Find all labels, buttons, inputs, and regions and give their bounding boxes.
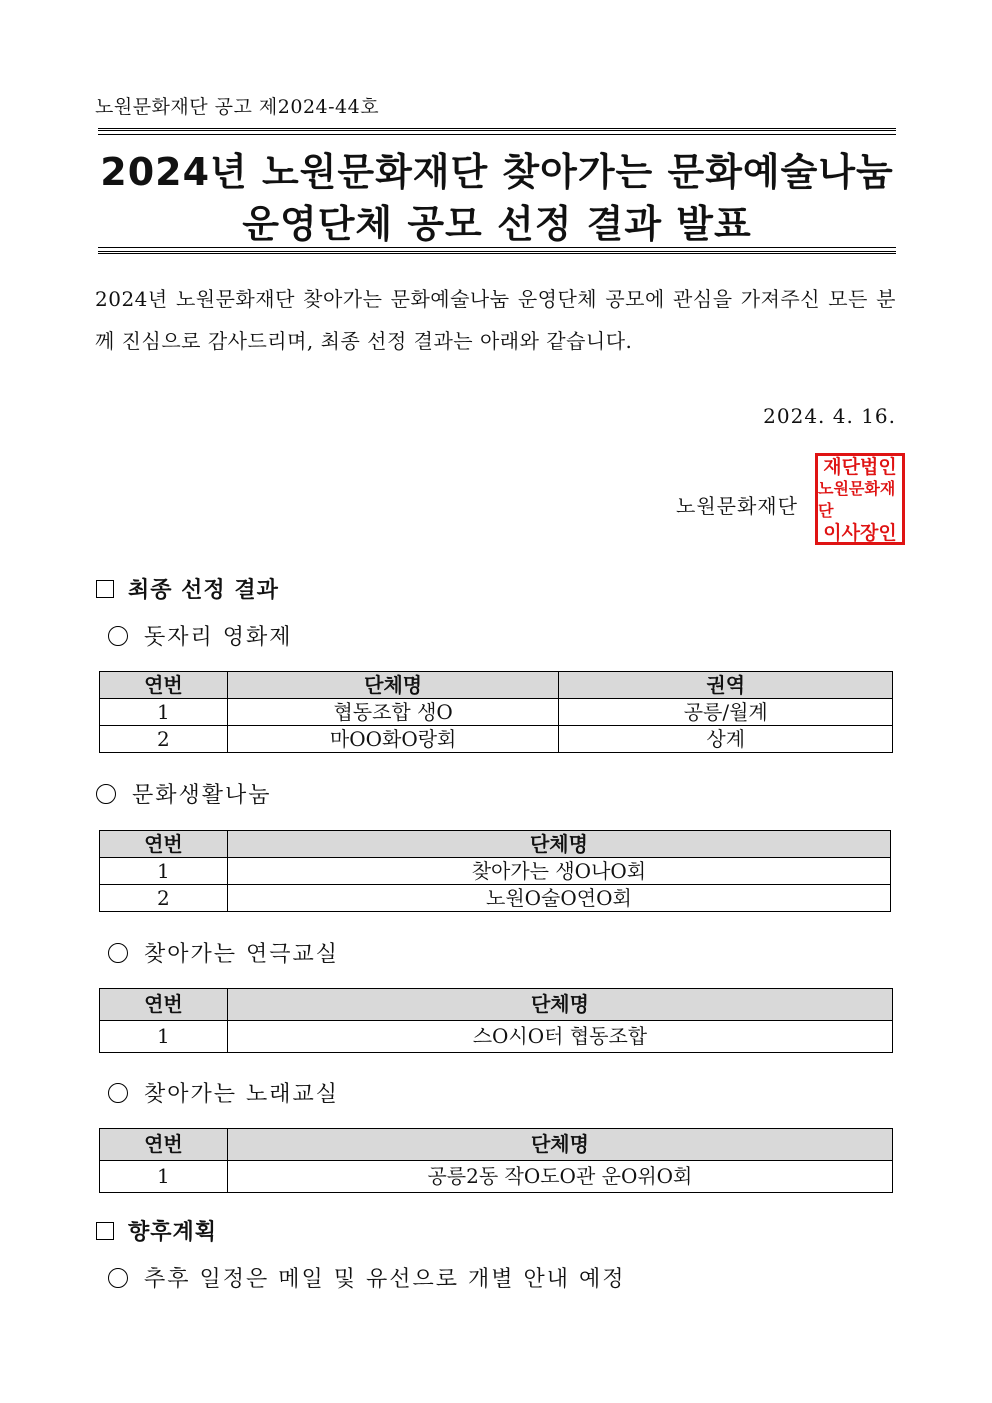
seal-line3: 이사장인 — [823, 522, 897, 544]
results-table-3 — [99, 988, 893, 1053]
header-cell: 연번 — [100, 989, 228, 1021]
table-header-row — [100, 989, 893, 1021]
table-row — [100, 699, 893, 726]
plan-item-text: 추후 일정은 메일 및 유선으로 개별 안내 예정 — [144, 1267, 626, 1292]
intro-paragraph: 2024년 노원문화재단 찾아가는 문화예술나눔 운영단체 공모에 관심을 가져주신 모든 분께 진심으로 감사드리며, 최종 선정 결과는 아래와 같습니다. — [95, 287, 896, 353]
page-title-line2: 운영단체 공모 선정 결과 발표 — [242, 202, 752, 246]
table-row — [100, 1021, 893, 1053]
official-seal — [815, 453, 905, 545]
results-table-4 — [99, 1128, 893, 1193]
table-header-row — [100, 1129, 893, 1161]
section2-heading-text: 향후계획 — [128, 1219, 218, 1245]
circle-bullet-icon — [108, 1083, 128, 1103]
results-table-2 — [99, 830, 891, 912]
group-title — [108, 620, 293, 651]
notice-number: 노원문화재단 공고 제2024-44호 — [95, 96, 380, 118]
section-heading-plan — [96, 1215, 217, 1246]
table-cell: 2 — [100, 885, 228, 912]
header-cell: 단체명 — [227, 1129, 892, 1161]
table-row — [100, 726, 893, 753]
table-cell: 1 — [100, 1021, 228, 1053]
table-row — [100, 858, 891, 885]
square-bullet-icon — [96, 580, 114, 598]
header-cell: 연번 — [100, 1129, 228, 1161]
group-title — [108, 937, 339, 968]
square-bullet-icon — [96, 1222, 114, 1240]
group3-title-text: 찾아가는 연극교실 — [144, 942, 340, 967]
plan-item — [108, 1262, 626, 1293]
circle-bullet-icon — [108, 943, 128, 963]
circle-bullet-icon — [108, 626, 128, 646]
group2-title-text: 문화생활나눔 — [132, 783, 272, 808]
header-cell: 권역 — [559, 672, 893, 699]
circle-bullet-icon — [108, 1268, 128, 1288]
issuer-name: 노원문화재단 — [676, 494, 798, 518]
header-cell: 연번 — [100, 672, 228, 699]
notice-date: 2024. 4. 16. — [763, 404, 896, 428]
table-cell: 스O시O터 협동조합 — [227, 1021, 892, 1053]
table-cell: 1 — [100, 858, 228, 885]
seal-line2: 노원문화재단 — [818, 479, 896, 520]
results-table-1 — [99, 671, 893, 753]
table-header-row — [100, 672, 893, 699]
section-heading-results — [96, 573, 279, 604]
group4-title-text: 찾아가는 노래교실 — [144, 1082, 340, 1107]
header-cell: 단체명 — [227, 989, 892, 1021]
table-cell: 1 — [100, 1161, 228, 1193]
title-box — [98, 128, 896, 254]
header-cell: 연번 — [100, 831, 228, 858]
table-cell: 협동조합 생O — [227, 699, 559, 726]
section1-heading-text: 최종 선정 결과 — [128, 577, 279, 603]
header-cell: 단체명 — [227, 831, 890, 858]
table-row — [100, 1161, 893, 1193]
group1-title-text: 돗자리 영화제 — [144, 625, 293, 650]
table-cell: 공릉2동 작O도O관 운O위O회 — [227, 1161, 892, 1193]
table-cell: 상계 — [559, 726, 893, 753]
header-cell: 단체명 — [227, 672, 559, 699]
table-cell: 2 — [100, 726, 228, 753]
table-row — [100, 885, 891, 912]
seal-line1: 재단법인 — [823, 456, 897, 478]
group-title — [108, 1077, 339, 1108]
page-title-line1: 2024년 노원문화재단 찾아가는 문화예술나눔 — [100, 150, 894, 194]
table-cell: 공릉/월계 — [559, 699, 893, 726]
circle-bullet-icon — [96, 784, 116, 804]
group-title — [96, 778, 272, 809]
table-cell: 노원O술O연O회 — [227, 885, 890, 912]
table-cell: 1 — [100, 699, 228, 726]
table-cell: 마OO화O랑회 — [227, 726, 559, 753]
table-header-row — [100, 831, 891, 858]
table-cell: 찾아가는 생O나O회 — [227, 858, 890, 885]
